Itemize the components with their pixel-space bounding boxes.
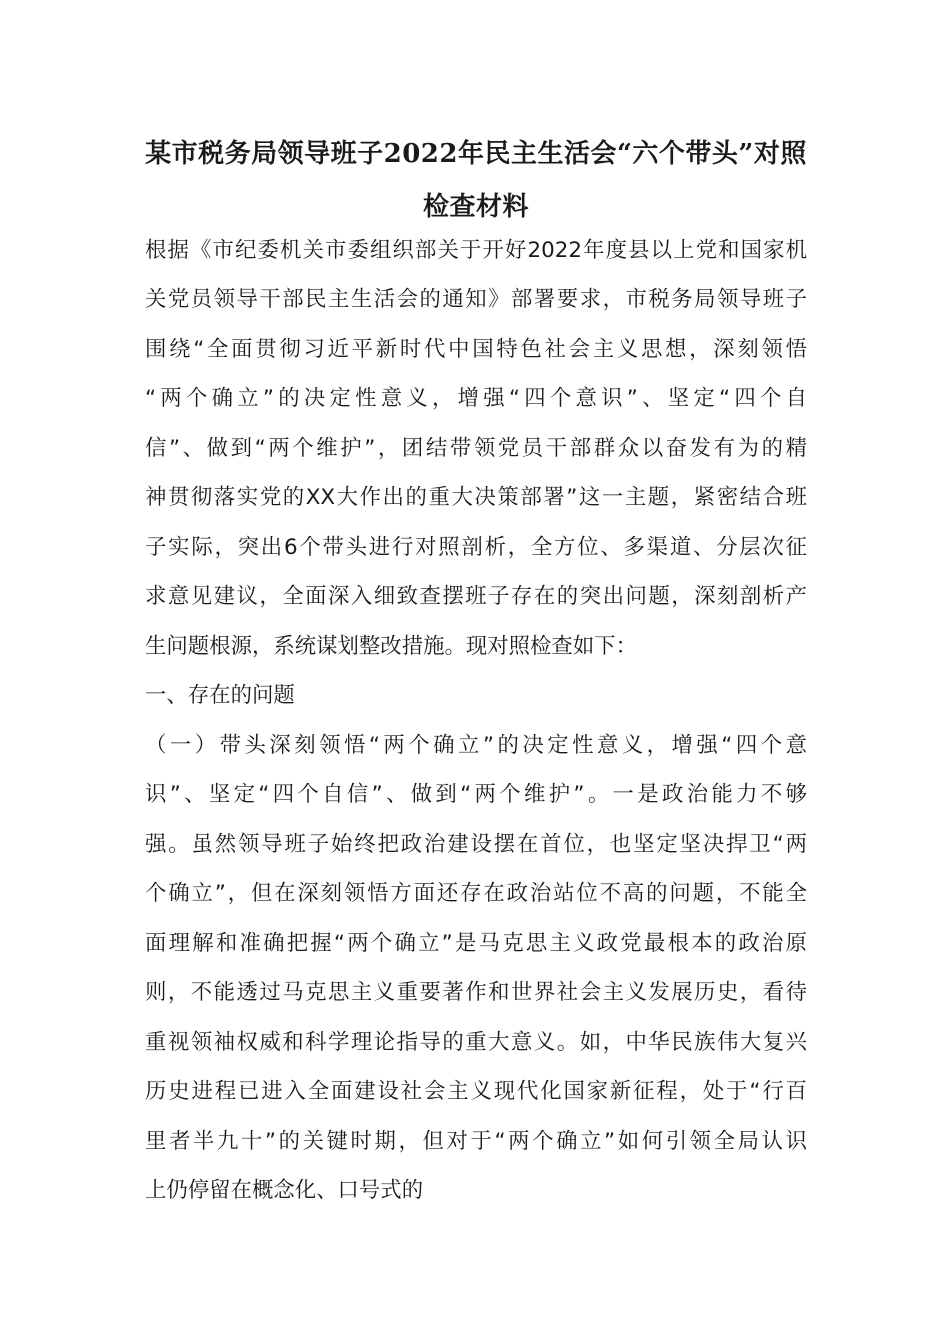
body-text-line: 子实际，突出6个带头进行对照剖析，全方位、多渠道、分层次征 [145, 535, 807, 560]
document-title-line-1: 某市税务局领导班子2022年民主生活会“六个带头”对照 [145, 139, 807, 169]
body-text-line: 里者半九十”的关键时期，但对于“两个确立”如何引领全局认识 [145, 1129, 807, 1154]
body-text-line: 识”、坚定“四个自信”、做到“两个维护”。一是政治能力不够 [145, 782, 807, 807]
body-text-line: 则，不能透过马克思主义重要著作和世界社会主义发展历史，看待 [145, 980, 807, 1005]
body-text-line: 围绕“全面贯彻习近平新时代中国特色社会主义思想，深刻领悟 [145, 337, 807, 362]
subsection-heading-line: （一）带头深刻领悟“两个确立”的决定性意义，增强“四个意 [145, 733, 807, 758]
body-text-line: 重视领袖权威和科学理论指导的重大意义。如，中华民族伟大复兴 [145, 1030, 807, 1055]
body-text-line: 根据《市纪委机关市委组织部关于开好2022年度县以上党和国家机 [145, 238, 807, 263]
body-text-line: 上仍停留在概念化、口号式的 [145, 1178, 424, 1203]
body-text-line: 信”、做到“两个维护”，团结带领党员干部群众以奋发有为的精 [145, 436, 807, 461]
body-text-line: 历史进程已进入全面建设社会主义现代化国家新征程，处于“行百 [145, 1079, 807, 1104]
body-text-line: 关党员领导干部民主生活会的通知》部署要求，市税务局领导班子 [145, 287, 807, 312]
body-text-line: 个确立”，但在深刻领悟方面还存在政治站位不高的问题，不能全 [145, 881, 807, 906]
section-heading: 一、存在的问题 [145, 683, 295, 708]
body-text-line: 强。虽然领导班子始终把政治建设摆在首位，也坚定坚决捍卫“两 [145, 832, 807, 857]
document-title-line-2: 检查材料 [422, 192, 529, 222]
body-text-line: 面理解和准确把握“两个确立”是马克思主义政党最根本的政治原 [145, 931, 807, 956]
body-text-line: “两个确立”的决定性意义，增强“四个意识”、坚定“四个自 [145, 386, 807, 411]
body-text-line: 神贯彻落实党的XX大作出的重大决策部署”这一主题，紧密结合班 [145, 485, 807, 510]
body-text-line: 求意见建议，全面深入细致查摆班子存在的突出问题，深刻剖析产 [145, 584, 807, 609]
body-text-line: 生问题根源，系统谋划整改措施。现对照检查如下： [145, 634, 637, 659]
